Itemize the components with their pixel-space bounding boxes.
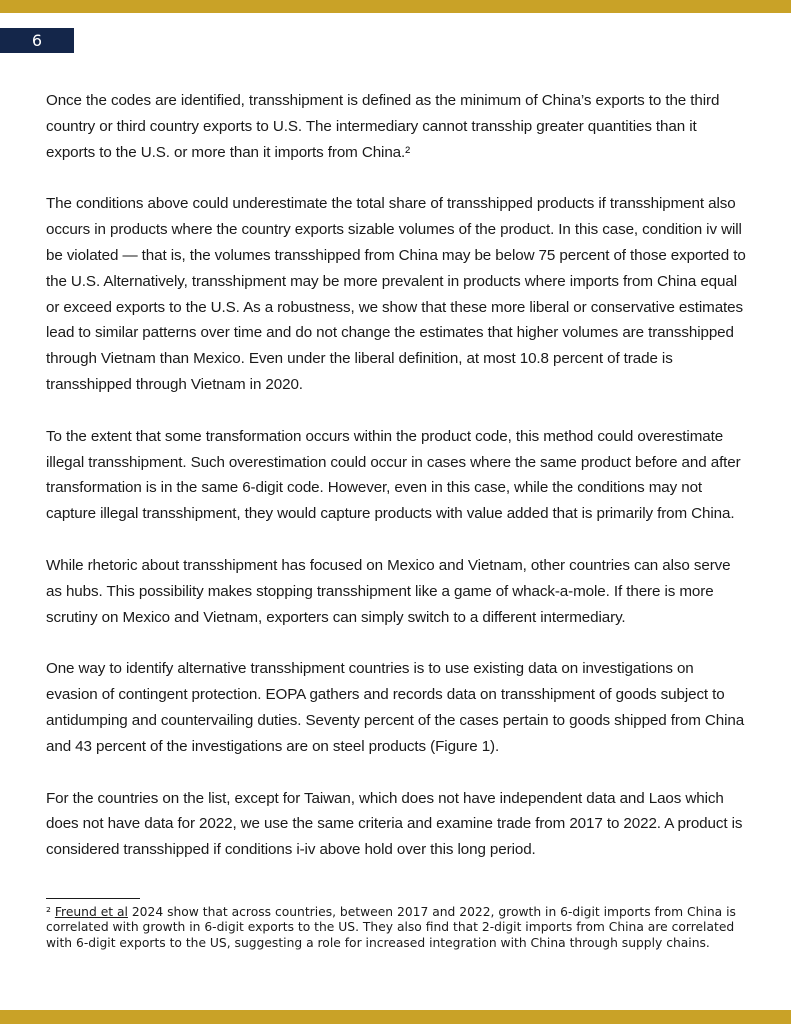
paragraph: Once the codes are identified, transshipment is defined as the minimum of China’s exports to the third country or third country exports to U.S. The intermediary cannot transship greater quantities than it exports to the U.S. or more than it imports from China.² <box>46 92 720 161</box>
footnote-text: 2024 show that across countries, between 2017 and 2022, growth in 6-digit imports from China is correlated with growth in 6-digit exports to the US. They also find that 2-digit imports from China are correlated with 6-digit exports to the US, suggesting a role for increased integration with China through supply chains. <box>46 905 736 950</box>
page-number: 6 <box>31 31 43 50</box>
paragraph: For the countries on the list, except for Taiwan, which does not have independent data and Laos which does not have data for 2022, we use the same criteria and examine trade from 2017 to 2022. A product is considered transshipped if conditions i-iv above hold over this long period. <box>46 789 743 859</box>
body-text <box>46 88 746 889</box>
page-number-tab <box>0 28 74 53</box>
paragraph: While rhetoric about transshipment has focused on Mexico and Vietnam, other countries can also serve as hubs. This possibility makes stopping transshipment like a game of whack-a-mole. If there is more scrutiny on Mexico and Vietnam, exporters can simply switch to a different intermediary. <box>46 556 731 626</box>
bottom-accent-bar <box>0 1010 791 1024</box>
footnote <box>46 905 746 951</box>
paragraph: One way to identify alternative transshipment countries is to use existing data on investigations on evasion of contingent protection. EOPA gathers and records data on transshipment of goods subject to antidumping and countervailing duties. Seventy percent of the cases pertain to goods shipped from China and 43 percent of the investigations are on steel products (Figure 1). <box>46 660 745 755</box>
top-accent-bar <box>0 0 791 13</box>
footnote-divider <box>46 898 140 899</box>
paragraph: To the extent that some transformation occurs within the product code, this method could overestimate illegal transshipment. Such overestimation could occur in cases where the same product before and after transformation is in the same 6-digit code. However, even in this case, while the conditions may not capture illegal transshipment, they would capture products with value added that is primarily from China. <box>46 427 741 523</box>
footnote-marker: ² <box>46 905 51 919</box>
paragraph: The conditions above could underestimate the total share of transshipped products if transshipment also occurs in products where the country exports sizable volumes of the product. In this case, condition iv will be violated — that is, the volumes transshipped from China may be below 75 percent of those exported to the U.S. Alternatively, transshipment may be more prevalent in products where imports from China equal or exceed exports to the U.S. As a robustness, we show that these more liberal or conservative estimates lead to similar patterns over time and do not change the estimates that higher volumes are transshipped through Vietnam than Mexico. Even under the liberal definition, at most 10.8 percent of trade is transshipped through Vietnam in 2020. <box>46 195 746 393</box>
footnote-citation-link[interactable]: Freund et al <box>54 905 128 919</box>
